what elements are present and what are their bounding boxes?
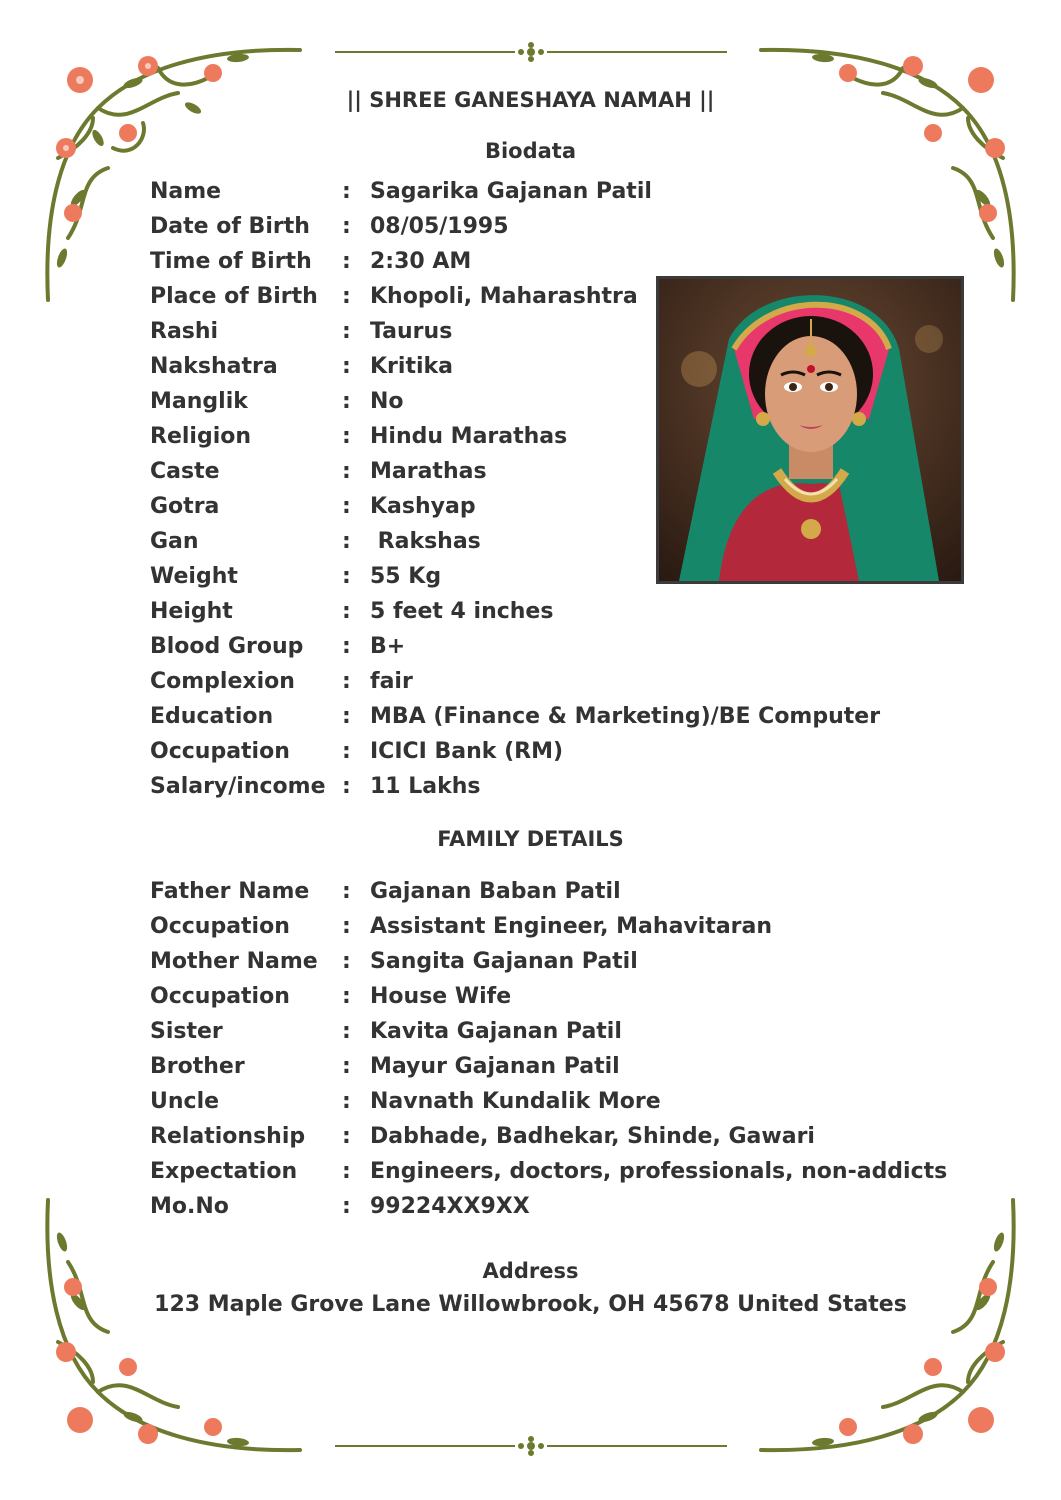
detail-row	[150, 489, 476, 524]
separator: :	[342, 564, 351, 589]
separator: :	[342, 879, 351, 904]
detail-label: Mother Name	[150, 949, 318, 974]
detail-row	[150, 944, 638, 979]
detail-row	[150, 594, 553, 629]
separator: :	[342, 634, 351, 659]
detail-row	[150, 1049, 620, 1084]
detail-value: Dabhade, Badhekar, Shinde, Gawari	[370, 1124, 815, 1149]
detail-value: Khopoli, Maharashtra	[370, 284, 638, 309]
floral-corner-icon	[38, 1192, 308, 1462]
detail-value: 2:30 AM	[370, 249, 472, 274]
detail-value: No	[370, 389, 404, 414]
detail-label: Occupation	[150, 739, 290, 764]
detail-row	[150, 909, 772, 944]
detail-label: Father Name	[150, 879, 310, 904]
detail-value: 55 Kg	[370, 564, 442, 589]
detail-row	[150, 524, 481, 559]
separator: :	[342, 1054, 351, 1079]
detail-row	[150, 979, 511, 1014]
detail-row	[150, 1154, 947, 1189]
detail-label: Education	[150, 704, 274, 729]
detail-value: Kavita Gajanan Patil	[370, 1019, 622, 1044]
detail-label: Brother	[150, 1054, 245, 1079]
detail-value: Hindu Marathas	[370, 424, 568, 449]
separator: :	[342, 774, 351, 799]
ornamental-divider-icon	[335, 1436, 727, 1456]
separator: :	[342, 459, 351, 484]
detail-row	[150, 559, 441, 594]
detail-row	[150, 209, 509, 244]
detail-value: ICICI Bank (RM)	[370, 739, 564, 764]
detail-row	[150, 1119, 815, 1154]
separator: :	[342, 599, 351, 624]
detail-value: 11 Lakhs	[370, 774, 481, 799]
detail-value: fair	[370, 669, 413, 694]
detail-label: Relationship	[150, 1124, 306, 1149]
separator: :	[342, 214, 351, 239]
detail-row	[150, 1084, 661, 1119]
detail-value: Kashyap	[370, 494, 476, 519]
detail-label: Mo.No	[150, 1194, 229, 1219]
separator: :	[342, 179, 351, 204]
detail-label: Occupation	[150, 984, 290, 1009]
separator: :	[342, 284, 351, 309]
separator: :	[342, 704, 351, 729]
separator: :	[342, 1019, 351, 1044]
separator: :	[342, 984, 351, 1009]
separator: :	[342, 669, 351, 694]
family-section-title: FAMILY DETAILS	[437, 827, 624, 851]
separator: :	[342, 1159, 351, 1184]
address-title: Address	[482, 1259, 579, 1283]
detail-value: 08/05/1995	[370, 214, 509, 239]
invocation-heading: || SHREE GANESHAYA NAMAH ||	[346, 88, 715, 112]
detail-value: 99224XX9XX	[370, 1194, 530, 1219]
detail-row	[150, 1014, 622, 1049]
portrait-illustration	[659, 279, 961, 581]
detail-label: Nakshatra	[150, 354, 278, 379]
detail-row	[150, 244, 471, 279]
profile-photo	[656, 276, 964, 584]
detail-row	[150, 174, 652, 209]
detail-label: Weight	[150, 564, 238, 589]
detail-label: Blood Group	[150, 634, 304, 659]
detail-row	[150, 699, 880, 734]
page-title: Biodata	[484, 139, 577, 163]
ornamental-divider-icon	[335, 42, 727, 62]
separator: :	[342, 249, 351, 274]
detail-value: Engineers, doctors, professionals, non-addicts	[370, 1159, 948, 1184]
detail-row	[150, 1189, 530, 1224]
detail-value: Assistant Engineer, Mahavitaran	[370, 914, 773, 939]
detail-row	[150, 419, 567, 454]
detail-label: Complexion	[150, 669, 295, 694]
detail-row	[150, 279, 638, 314]
detail-value: Taurus	[370, 319, 453, 344]
separator: :	[342, 319, 351, 344]
detail-value: Rakshas	[370, 529, 481, 554]
detail-value: Gajanan Baban Patil	[370, 879, 621, 904]
detail-label: Gan	[150, 529, 199, 554]
detail-value: Kritika	[370, 354, 453, 379]
separator: :	[342, 949, 351, 974]
separator: :	[342, 1124, 351, 1149]
detail-label: Occupation	[150, 914, 290, 939]
detail-label: Name	[150, 179, 222, 204]
detail-value: 5 feet 4 inches	[370, 599, 554, 624]
separator: :	[342, 424, 351, 449]
detail-label: Manglik	[150, 389, 248, 414]
detail-row	[150, 664, 413, 699]
detail-label: Height	[150, 599, 233, 624]
detail-value: B+	[370, 634, 406, 659]
separator: :	[342, 914, 351, 939]
detail-label: Caste	[150, 459, 220, 484]
detail-value: Marathas	[370, 459, 487, 484]
detail-value: MBA (Finance & Marketing)/BE Computer	[370, 704, 881, 729]
detail-row	[150, 769, 481, 804]
detail-row	[150, 384, 404, 419]
detail-label: Time of Birth	[150, 249, 312, 274]
separator: :	[342, 1194, 351, 1219]
detail-value: Sangita Gajanan Patil	[370, 949, 638, 974]
detail-label: Gotra	[150, 494, 220, 519]
floral-corner-icon	[753, 1192, 1023, 1462]
detail-label: Rashi	[150, 319, 219, 344]
detail-value: Mayur Gajanan Patil	[370, 1054, 620, 1079]
detail-value: House Wife	[370, 984, 512, 1009]
detail-value: Sagarika Gajanan Patil	[370, 179, 652, 204]
separator: :	[342, 494, 351, 519]
separator: :	[342, 1089, 351, 1114]
detail-row	[150, 454, 487, 489]
detail-label: Date of Birth	[150, 214, 310, 239]
detail-label: Uncle	[150, 1089, 220, 1114]
floral-corner-icon	[753, 38, 1023, 308]
separator: :	[342, 354, 351, 379]
detail-row	[150, 734, 563, 769]
detail-label: Salary/income	[150, 774, 326, 799]
detail-row	[150, 629, 405, 664]
detail-row	[150, 874, 621, 909]
detail-row	[150, 314, 452, 349]
address-line: 123 Maple Grove Lane Willowbrook, OH 45678 United States	[154, 1292, 907, 1317]
detail-row	[150, 349, 453, 384]
detail-label: Place of Birth	[150, 284, 318, 309]
separator: :	[342, 529, 351, 554]
detail-label: Sister	[150, 1019, 223, 1044]
detail-label: Religion	[150, 424, 252, 449]
detail-label: Expectation	[150, 1159, 298, 1184]
separator: :	[342, 739, 351, 764]
separator: :	[342, 389, 351, 414]
detail-value: Navnath Kundalik More	[370, 1089, 661, 1114]
